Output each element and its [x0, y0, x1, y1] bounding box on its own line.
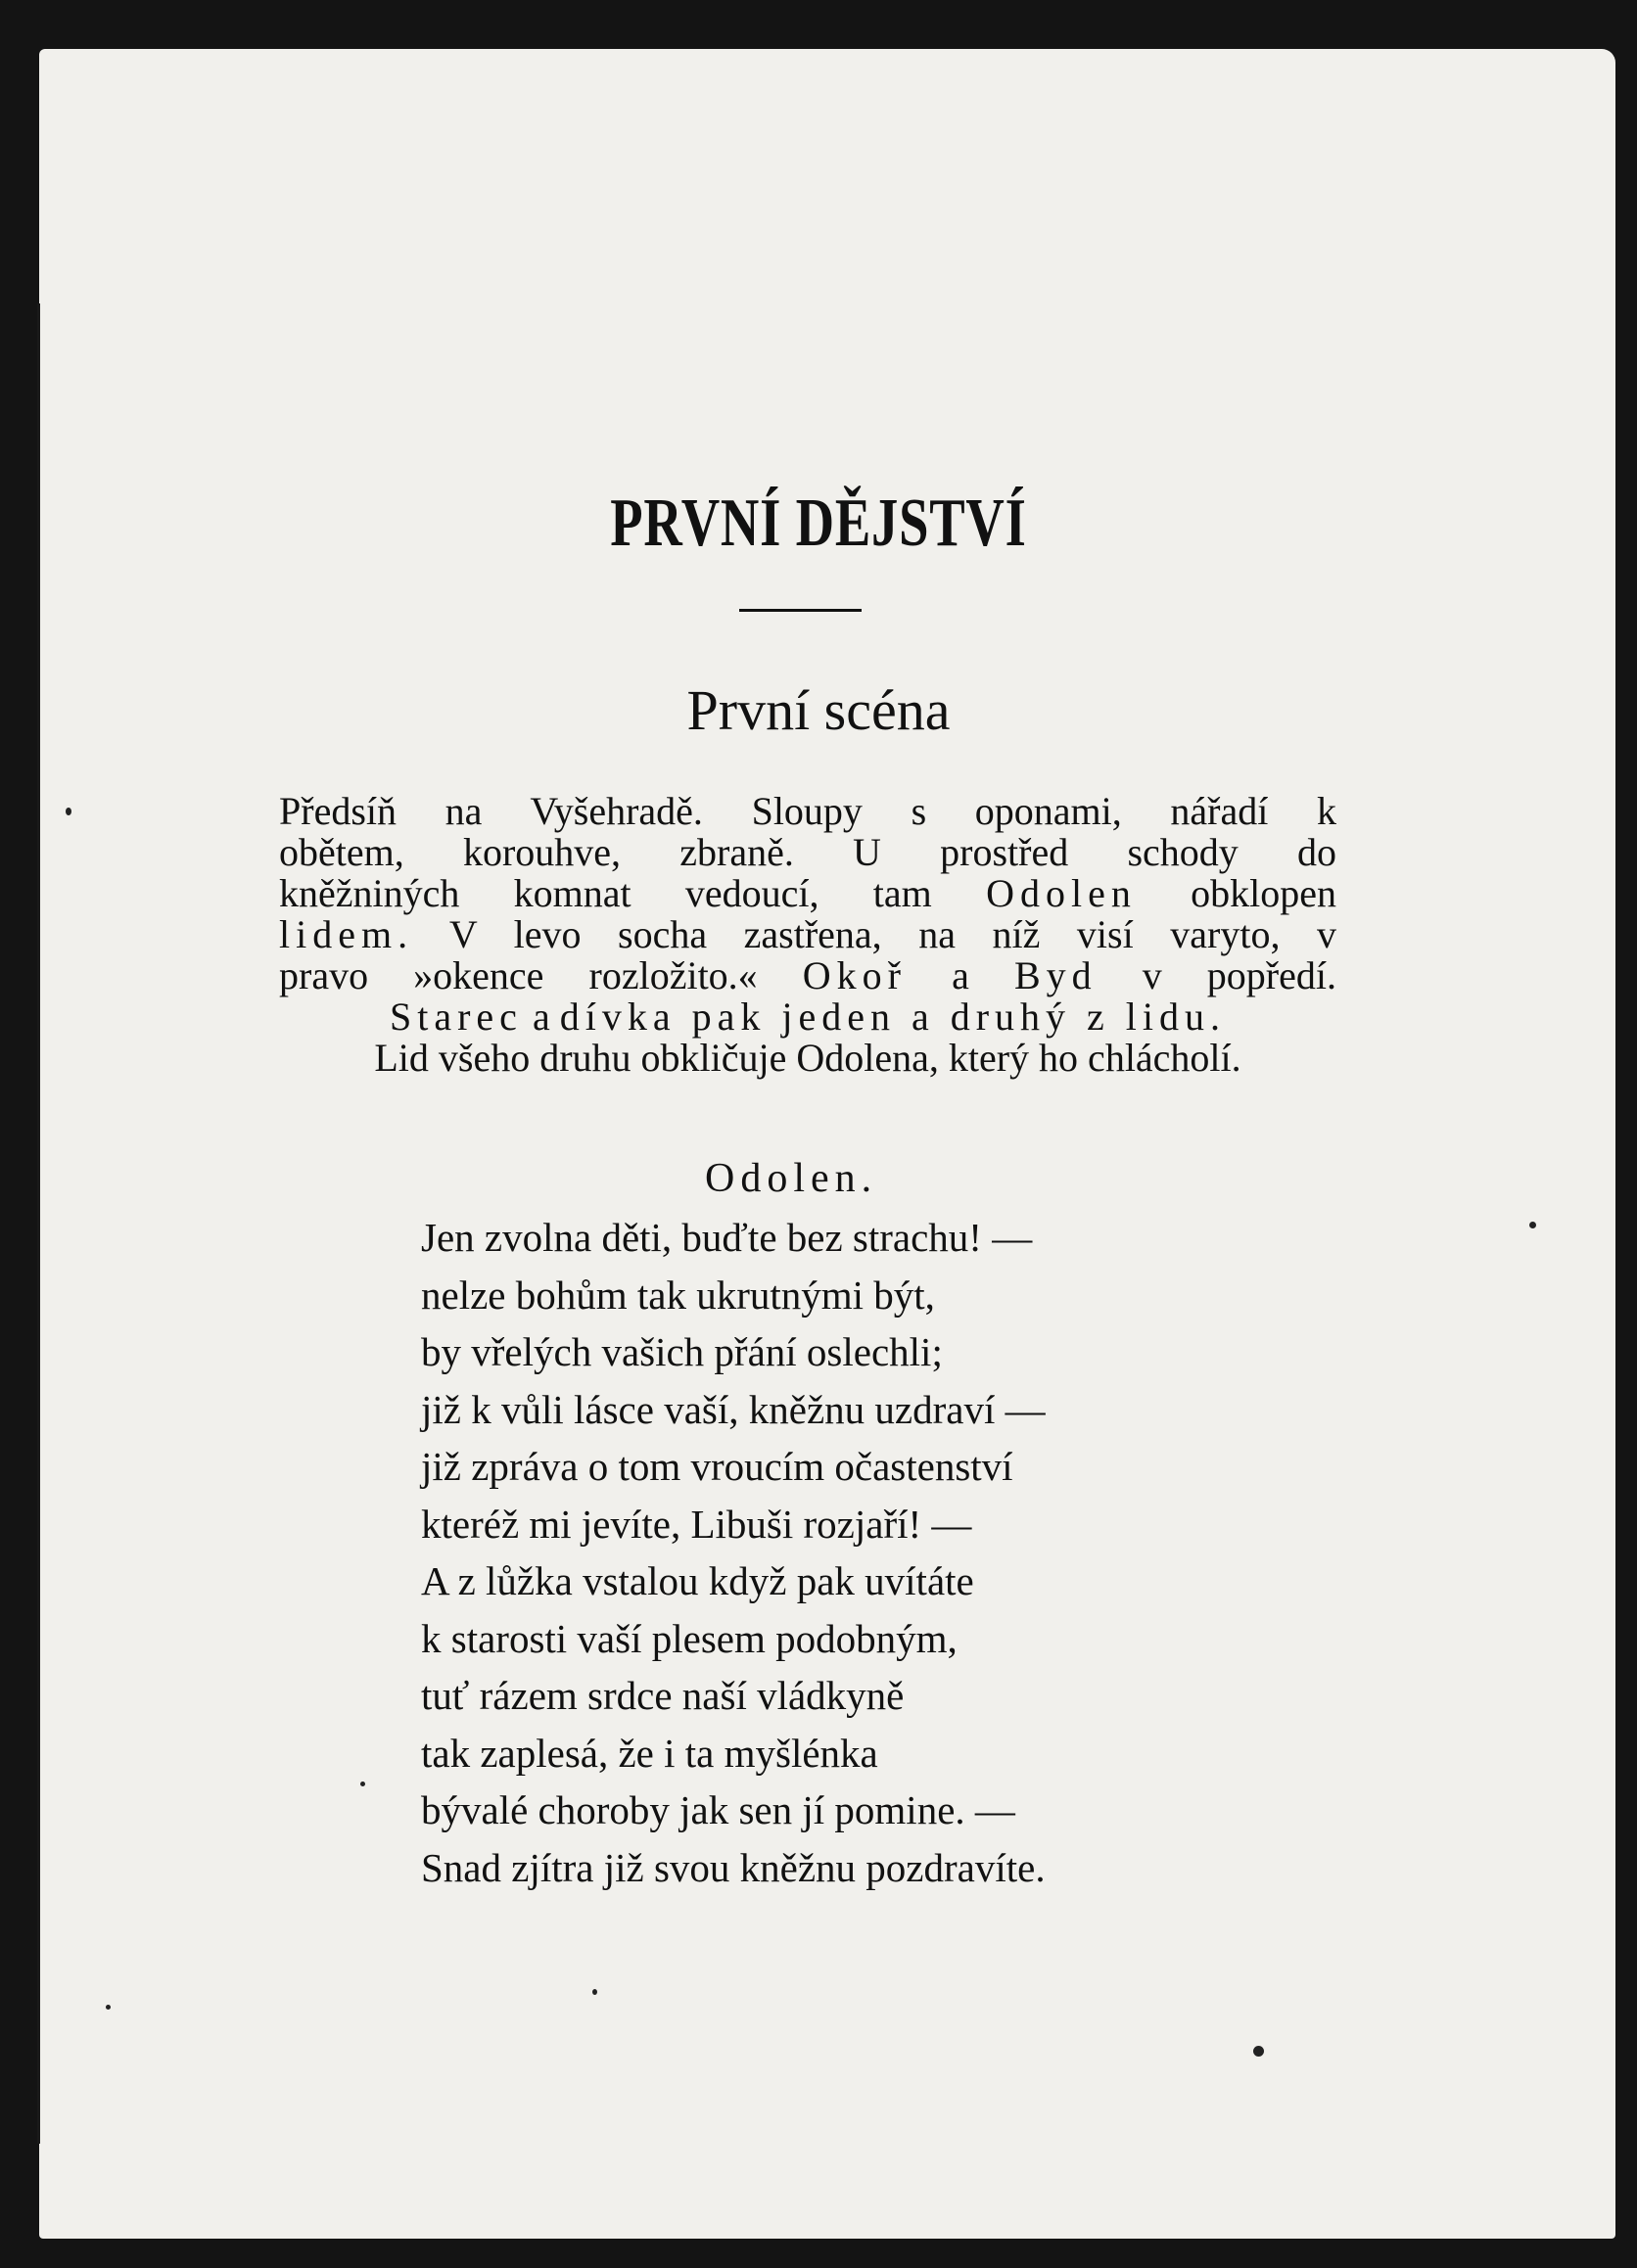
stage-text: pak jeden a druhý z lidu.	[676, 995, 1227, 1039]
stage-text: v popředí.	[1097, 953, 1336, 997]
stage-line: Předsíň na Vyšehradě. Sloupy s oponami, nářadí k	[279, 789, 1336, 833]
character-name: Okoř	[802, 953, 907, 997]
stage-text: kněžniných komnat vedoucí, tam	[279, 871, 987, 915]
scan-speck	[592, 1989, 597, 1995]
verse-line: A z lůžka vstalou když pak uvítáte	[421, 1558, 974, 1603]
stage-line	[279, 914, 1336, 955]
scene-title: První scéna	[686, 678, 951, 742]
stage-line	[279, 873, 1336, 914]
character-name: Odolen	[986, 871, 1137, 915]
stage-line: Lid všeho druhu obkličuje Odolena, který ho chlácholí.	[374, 1036, 1241, 1080]
stage-line	[279, 955, 1336, 996]
scan-speck	[1253, 2046, 1264, 2057]
stage-text: lidem.	[279, 912, 414, 956]
speaker-name: Odolen.	[705, 1156, 878, 1201]
stage-text: a	[907, 953, 1014, 997]
character-name: Byd	[1013, 953, 1098, 997]
verse-line: Jen zvolna děti, buďte bez strachu! —	[421, 1215, 1033, 1260]
stage-text: a	[522, 995, 560, 1039]
verse-line: k starosti vaší plesem podobným,	[421, 1615, 958, 1661]
stage-line	[279, 996, 1336, 1038]
verse-line: nelze bohům tak ukrutnými být,	[421, 1272, 935, 1318]
verse-line: již k vůli lásce vaší, kněžnu uzdraví —	[421, 1386, 1046, 1432]
stage-direction	[279, 791, 1336, 1079]
character-name: dívka	[559, 995, 677, 1039]
stage-text: pravo »okence rozložito.«	[279, 953, 803, 997]
binding-edge	[37, 303, 40, 2144]
verse-line: by vřelých vašich přání oslechli;	[421, 1329, 943, 1374]
verse-line: tak zaplesá, že i ta myšlénka	[421, 1730, 878, 1776]
verse-line: již zpráva o tom vroucím očastenství	[421, 1444, 1013, 1489]
verse-line: Snad zjítra již svou kněžnu pozdravíte.	[421, 1844, 1046, 1890]
book-page	[39, 49, 1615, 2239]
scan-speck	[1529, 1222, 1536, 1228]
character-name: Starec	[389, 995, 523, 1039]
scan-speck	[106, 2005, 111, 2010]
verse-line: kteréž mi jevíte, Libuši rozjaří! —	[421, 1501, 972, 1547]
stage-text: obklopen	[1136, 871, 1336, 915]
scan-speck	[66, 808, 71, 815]
verse-line: tuť rázem srdce naší vládkyně	[421, 1673, 905, 1718]
title-divider	[739, 609, 862, 612]
stage-line: obětem, korouhve, zbraně. U prostřed schody do	[279, 830, 1336, 874]
verse-line: bývalé choroby jak sen jí pomine. —	[421, 1787, 1015, 1832]
scan-speck	[360, 1782, 365, 1786]
verse-block	[421, 1209, 1046, 1896]
act-title: PRVNÍ DĚJSTVÍ	[610, 486, 1027, 561]
stage-text: V levo socha zastřena, na níž visí varyto, v	[413, 912, 1336, 956]
